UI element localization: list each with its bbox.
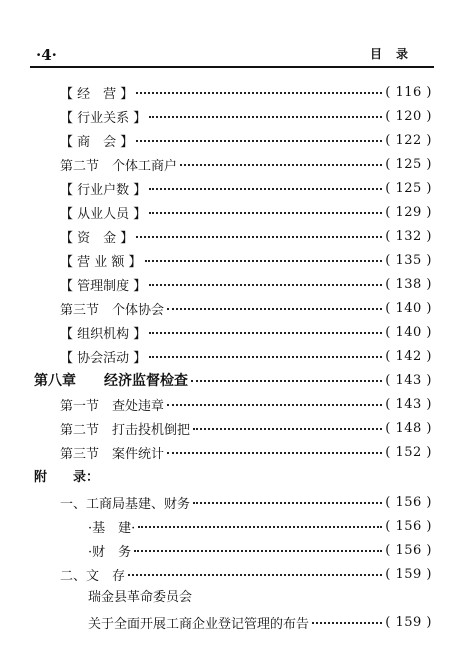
dot-leader (167, 402, 382, 406)
toc-entry-page: ( 152 ) (385, 444, 432, 460)
toc-entry-page: ( 122 ) (385, 132, 432, 148)
toc-entry-page: ( 116 ) (385, 84, 432, 100)
toc-entry-shanghui (60, 129, 432, 151)
toc-entry-label: 关于全面开展工商企业登记管理的布告 (88, 616, 310, 632)
dot-leader (167, 306, 382, 310)
toc-entry-guanli-zhidu (60, 273, 432, 295)
toc-chapter-label: 第八章 经济监督检查 (34, 373, 188, 389)
toc-section-chachu-weizhang (60, 393, 432, 415)
toc-section-daji-touji-daoba (60, 417, 432, 439)
toc-entry-page: ( 142 ) (385, 348, 432, 364)
toc-entry-page: ( 156 ) (385, 518, 432, 534)
toc-entry-page: ( 138 ) (385, 276, 432, 292)
toc-entry-xiehui-huodong (60, 345, 432, 367)
toc-entry-page: ( 143 ) (385, 396, 432, 412)
toc-appendix-issuer: 瑞金县革命委员会 (88, 590, 193, 605)
toc-entry-congye-renyuan (60, 201, 432, 223)
toc-entry-page: ( 140 ) (385, 300, 432, 316)
toc-entry-page: ( 159 ) (385, 566, 432, 582)
toc-entry-label: 第三节 案件统计 (60, 446, 165, 462)
toc-entry-jingying (60, 81, 432, 103)
toc-entry-label: 【 商 会 】 (60, 134, 134, 150)
dot-leader (134, 548, 382, 552)
toc-entry-label: 第一节 查处违章 (60, 398, 165, 414)
toc-entry-page: ( 135 ) (385, 252, 432, 268)
toc-entry-page: ( 125 ) (385, 156, 432, 172)
page-number: ·4· (36, 46, 57, 64)
toc-entry-label: ·财 务 (88, 544, 132, 560)
dot-leader (191, 378, 382, 382)
toc-entry-label: 第二节 个体工商户 (60, 158, 178, 174)
toc-entry-hangye-hushu (60, 177, 432, 199)
toc-entry-yingye-e (60, 249, 432, 271)
toc-entry-page: ( 140 ) (385, 324, 432, 340)
dot-leader (138, 524, 382, 528)
toc-entry-label: 第二节 打击投机倒把 (60, 422, 191, 438)
toc-appendix-heading: 附 录： (34, 470, 100, 485)
toc-entry-page: ( 148 ) (385, 420, 432, 436)
dot-leader (145, 258, 383, 262)
dot-leader (312, 620, 382, 624)
header-rule (30, 66, 434, 68)
dot-leader (149, 186, 382, 190)
dot-leader (136, 234, 382, 238)
dot-leader (193, 426, 382, 430)
toc-entry-label: 【 组织机构 】 (60, 326, 147, 342)
dot-leader (149, 210, 382, 214)
toc-entry-label: 【 行业关系 】 (60, 110, 147, 126)
toc-entry-page: ( 159 ) (385, 614, 432, 630)
toc-section-geti-xiehui (60, 297, 432, 319)
dot-leader (149, 330, 382, 334)
toc-entry-label: 第三节 个体协会 (60, 302, 165, 318)
toc-entry-label: 【 经 营 】 (60, 86, 134, 102)
dot-leader (149, 282, 382, 286)
dot-leader (193, 500, 382, 504)
toc-entry-page: ( 129 ) (385, 204, 432, 220)
dot-leader (136, 90, 382, 94)
dot-leader (136, 138, 382, 142)
toc-appendix-jijian-caiwu (60, 491, 432, 513)
dot-leader (128, 572, 382, 576)
toc-appendix-bugao (88, 611, 432, 633)
toc-entry-page: ( 125 ) (385, 180, 432, 196)
toc-appendix-jijian (88, 515, 432, 537)
toc-chapter-8 (34, 369, 432, 391)
toc-entry-label: 【 资 金 】 (60, 230, 134, 246)
toc-entry-label: ·基 建· (88, 520, 136, 536)
toc-entry-hangye-guanxi (60, 105, 432, 127)
toc-entry-label: 【 管理制度 】 (60, 278, 147, 294)
toc-entry-page: ( 156 ) (385, 542, 432, 558)
toc-entry-page: ( 143 ) (385, 372, 432, 388)
toc-entry-label: 一、工商局基建、财务 (60, 496, 191, 512)
toc-entry-label: 二、文 存 (60, 568, 126, 584)
dot-leader (149, 114, 382, 118)
toc-entry-page: ( 120 ) (385, 108, 432, 124)
toc-entry-zijin (60, 225, 432, 247)
toc-entry-label: 【 协会活动 】 (60, 350, 147, 366)
toc-appendix-caiwu (88, 539, 432, 561)
running-title: 目录 (370, 47, 423, 61)
toc-entry-label: 【 从业人员 】 (60, 206, 147, 222)
toc-entry-label: 【 营 业 额 】 (60, 254, 142, 270)
toc-appendix-wencun (60, 563, 432, 585)
toc-section-geti-gongshanghu (60, 153, 432, 175)
toc-entry-page: ( 156 ) (385, 494, 432, 510)
toc-entry-page: ( 132 ) (385, 228, 432, 244)
dot-leader (167, 450, 382, 454)
toc-section-anjian-tongji (60, 441, 432, 463)
dot-leader (180, 162, 382, 166)
toc-entry-label: 【 行业户数 】 (60, 182, 147, 198)
dot-leader (149, 354, 382, 358)
toc-entry-zuzhi-jigou (60, 321, 432, 343)
